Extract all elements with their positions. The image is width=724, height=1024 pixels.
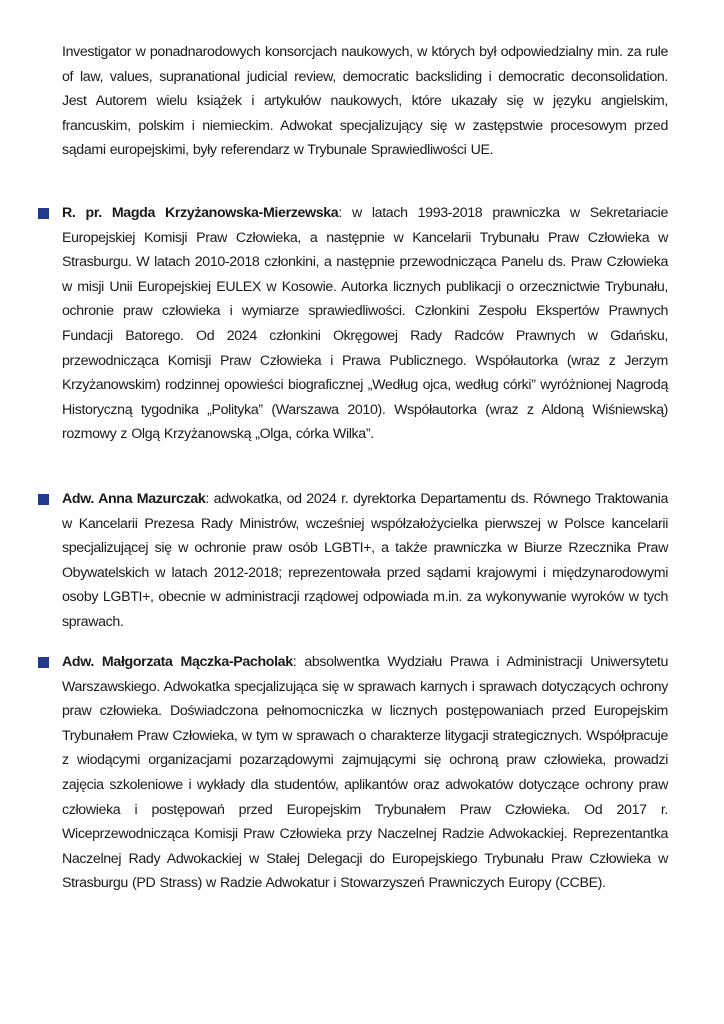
bio-separator: : — [338, 205, 342, 221]
square-bullet-icon — [38, 208, 49, 219]
bio-text: adwokatka, od 2024 r. dyrektorka Departamentu ds. Równego Traktowania w Kancelarii Prezesa Rady Ministrów, wcześniej współzałożycielka pierwszej w Polsce kancelarii specjalizującej się w ochronie praw osób LGBTI+, a także prawniczka w Biurze Rzecznika Praw Obywatelskich w latach 2012-2018; reprezentowała przed sądami krajowymi i międzynarodowymi osoby LGBTI+, obecnie w administracji rządowej odpowiada m.in. za wykonywanie wyroków w tych sprawach. — [62, 491, 668, 630]
bio-separator: : — [292, 654, 297, 670]
bio-paragraph — [62, 201, 668, 447]
bio-name: R. pr. Magda Krzyżanowska-Mierzewska — [62, 205, 339, 221]
bio-text: absolwentka Wydziału Prawa i Administracji Uniwersytetu Warszawskiego. Adwokatka specjalizująca się w sprawach karnych i sprawach dotyczących ochrony praw człowieka. Doświadczona pełnomocniczka w licznych postępowaniach przed Europejskim Trybunałem Praw Człowieka, w tym w sprawach o charakterze litygacji strategicznych. Współpracuje z wiodącymi organizacjami pozarządowymi zajmującymi się ochroną praw człowieka, prowadzi zajęcia szkoleniowe i wykłady dla studentów, aplikantów oraz adwokatów dotyczące ochrony praw człowieka i postępowań przed Europejskim Trybunałem Praw Człowieka. Od 2017 r. Wiceprzewodnicząca Komisji Praw Człowieka przy Naczelnej Radzie Adwokackiej. Reprezentantka Naczelnej Rady Adwokackiej w Stałej Delegacji do Europejskiego Trybunału Praw Człowieka w Strasburgu (PD Strass) w Radzie Adwokatur i Stowarzyszeń Prawniczych Europy (CCBE). — [62, 654, 668, 892]
bio-paragraph — [62, 487, 668, 635]
square-bullet-icon — [38, 657, 49, 668]
bio-paragraph — [62, 650, 668, 896]
bio-name: Adw. Anna Mazurczak — [62, 491, 206, 507]
bio-text: w latach 1993-2018 prawniczka w Sekretariacie Europejskiej Komisji Praw Człowieka, a następnie w Kancelarii Trybunału Praw Człowieka w Strasburgu. W latach 2010-2018 członkini, a następnie przewodnicząca Panelu ds. Praw Człowieka w misji Unii Europejskiej EULEX w Kosowie. Autorka licznych publikacji o orzecznictwie Trybunału, ochronie praw człowieka i wymiarze sprawiedliwości. Członkini Zespołu Ekspertów Prawnych Fundacji Batorego. Od 2024 członkini Okręgowej Rady Radców Prawnych w Gdańsku, przewodnicząca Komisji Praw Człowieka i Prawa Publicznego. Współautorka (wraz z Jerzym Krzyżanowskim) rodzinnej opowieści biograficznej „Według ojca, według córki” wyróżnionej Nagrodą Historyczną tygodnika „Polityka” (Warszawa 2010). Współautorka (wraz z Aldoną Wiśniewską) rozmowy z Olgą Krzyżanowską „Olga, córka Wilka”. — [62, 205, 669, 443]
bio-separator: : — [205, 491, 210, 507]
bio-name: Adw. Małgorzata Mączka-Pacholak — [62, 654, 293, 670]
intro-paragraph: Investigator w ponadnarodowych konsorcjach naukowych, w których był odpowiedzialny min. za rule of law, values, supranational judicial review, democratic backsliding i democratic deconsolidation. Jest Autorem wielu książek i artykułów naukowych, które ukazały się w języku angielskim, francuskim, polskim i niemieckim. Adwokat specjalizujący się w zastępstwie procesowym przed sądami europejskimi, były referendarz w Trybunale Sprawiedliwości UE. — [62, 44, 668, 159]
square-bullet-icon — [38, 494, 49, 505]
